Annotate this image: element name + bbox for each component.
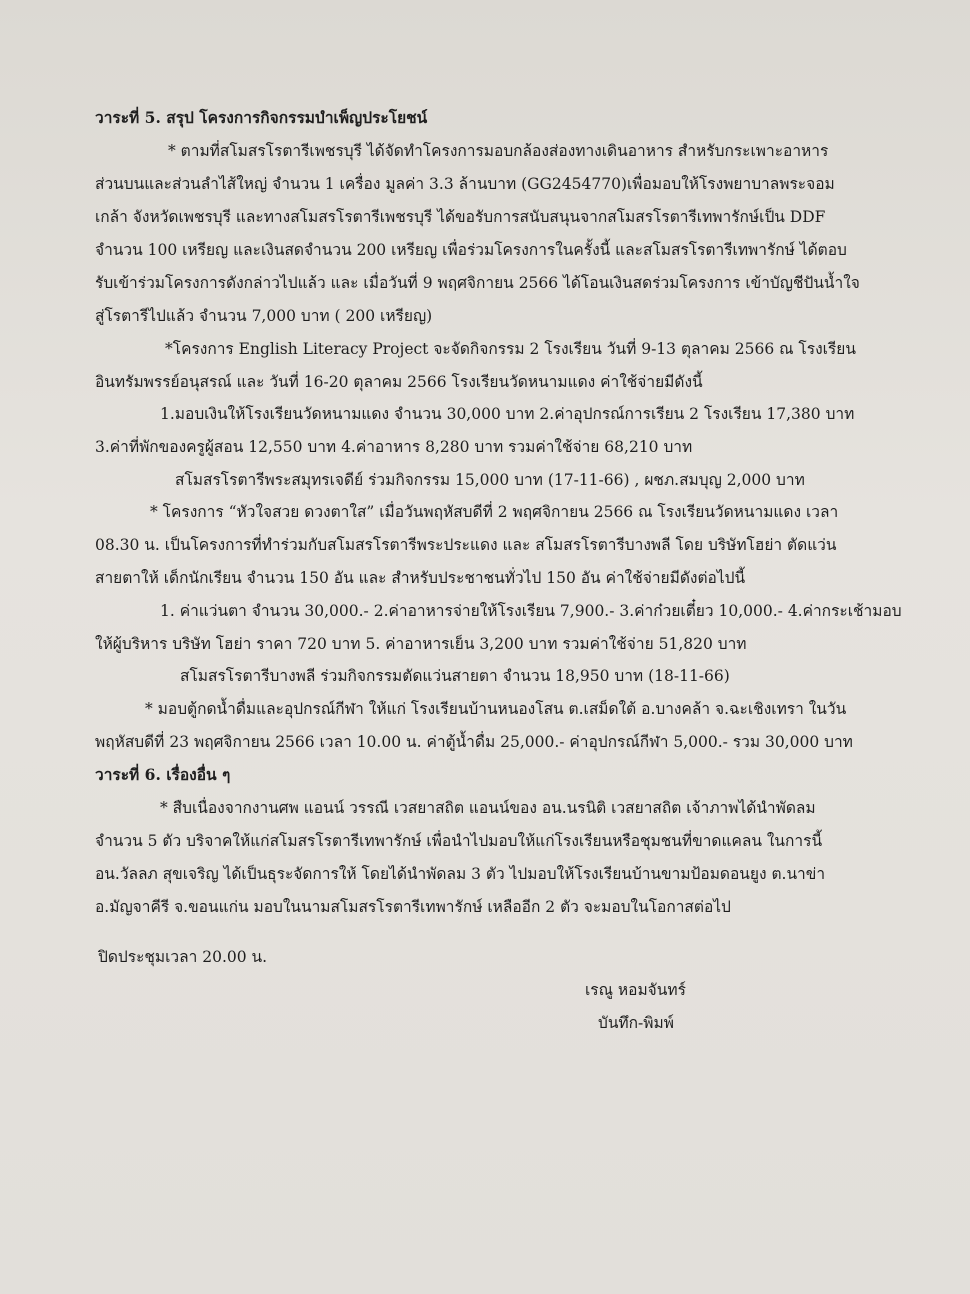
agenda-5-p2-line-1: *โครงการ English Literacy Project จะจัดกิจกรรม 2 โรงเรียน วันที่ 9-13 ตุลาคม 2566 ณ โรงเรียน — [165, 340, 856, 358]
closing-line: ปิดประชุมเวลา 20.00 น. — [98, 948, 268, 966]
agenda-5-p3-line-2: 08.30 น. เป็นโครงการที่ทำร่วมกับสโมสรโรตารีพระประแดง และ สโมสรโรตารีบางพลี โดย บริษัทโฮย่า ตัดแว่น — [95, 536, 837, 554]
agenda-5-p3-line-5: ให้ผู้บริหาร บริษัท โฮย่า ราคา 720 บาท 5. ค่าอาหารเย็น 3,200 บาท รวมค่าใช้จ่าย 51,820 บาท — [95, 635, 747, 653]
agenda-5-p1-line-5: รับเข้าร่วมโครงการดังกล่าวไปแล้ว และ เมื่อวันที่ 9 พฤศจิกายน 2566 ได้โอนเงินสดร่วมโครงการ เข้าบัญชีปันน้ำใจ — [95, 274, 860, 292]
signature-name: เรณู หอมจันทร์ — [585, 981, 686, 999]
agenda-5-p2-line-5: สโมสรโรตารีพระสมุทรเจดีย์ ร่วมกิจกรรม 15,000 บาท (17-11-66) , ผชภ.สมบุญ 2,000 บาท — [175, 471, 805, 489]
agenda-6-heading: วาระที่ 6. เรื่องอื่น ๆ — [95, 765, 231, 784]
agenda-5-p3-line-1: * โครงการ “หัวใจสวย ดวงตาใส” เมื่อวันพฤหัสบดีที่ 2 พฤศจิกายน 2566 ณ โรงเรียนวัดหนามแดง เวลา — [150, 503, 839, 521]
agenda-5-p4-line-2: พฤหัสบดีที่ 23 พฤศจิกายน 2566 เวลา 10.00 น. ค่าตู้น้ำดื่ม 25,000.- ค่าอุปกรณ์กีฬา 5,000.- รวม 30,000 บาท — [95, 733, 853, 751]
agenda-5-p3-line-6: สโมสรโรตารีบางพลี ร่วมกิจกรรมตัดแว่นสายตา จำนวน 18,950 บาท (18-11-66) — [180, 667, 730, 685]
agenda-5-p2-line-3: 1.มอบเงินให้โรงเรียนวัดหนามแดง จำนวน 30,000 บาท 2.ค่าอุปกรณ์การเรียน 2 โรงเรียน 17,380 บาท — [160, 405, 855, 423]
agenda-5-p1-line-2: ส่วนบนและส่วนลำไส้ใหญ่ จำนวน 1 เครื่อง มูลค่า 3.3 ล้านบาท (GG2454770)เพื่อมอบให้โรงพยาบาลพระจอม — [95, 175, 835, 193]
signature-role: บันทึก-พิมพ์ — [598, 1014, 674, 1032]
agenda-5-p1-line-1: * ตามที่สโมสรโรตารีเพชรบุรี ได้จัดทำโครงการมอบกล้องส่องทางเดินอาหาร สำหรับกระเพาะอาหาร — [168, 142, 829, 160]
agenda-6-p1-line-3: อน.วัลลภ สุขเจริญ ได้เป็นธุระจัดการให้ โดยได้นำพัดลม 3 ตัว ไปมอบให้โรงเรียนบ้านขามป้อมดอนยูง ต.นาข่า — [95, 865, 826, 883]
agenda-5-p2-line-4: 3.ค่าที่พักของครูผู้สอน 12,550 บาท 4.ค่าอาหาร 8,280 บาท รวมค่าใช้จ่าย 68,210 บาท — [95, 438, 693, 456]
agenda-6-p1-line-1: * สืบเนื่องจากงานศพ แอนน์ วรรณี เวสยาสถิต แอนน์ของ อน.นรนิติ เวสยาสถิต เจ้าภาพได้นำพัดลม — [160, 799, 816, 817]
agenda-6-p1-line-2: จำนวน 5 ตัว บริจาคให้แก่สโมสรโรตารีเทพารักษ์ เพื่อนำไปมอบให้แก่โรงเรียนหรือชุมชนที่ขาดแคลน ในการนี้ — [95, 832, 823, 850]
agenda-5-p1-line-6: สู่โรตารีไปแล้ว จำนวน 7,000 บาท ( 200 เหรียญ) — [95, 307, 433, 325]
agenda-6-p1-line-4: อ.มัญจาคีรี จ.ขอนแก่น มอบในนามสโมสรโรตารีเทพารักษ์ เหลืออีก 2 ตัว จะมอบในโอกาสต่อไป — [95, 898, 731, 916]
agenda-5-heading: วาระที่ 5. สรุป โครงการกิจกรรมบำเพ็ญประโยชน์ — [95, 108, 428, 127]
agenda-5-p3-line-3: สายตาให้ เด็กนักเรียน จำนวน 150 อัน และ สำหรับประชาชนทั่วไป 150 อัน ค่าใช้จ่ายมีดังต่อไปนี้ — [95, 569, 746, 587]
agenda-5-p1-line-4: จำนวน 100 เหรียญ และเงินสดจำนวน 200 เหรียญ เพื่อร่วมโครงการในครั้งนี้ และสโมสรโรตารีเทพารักษ์ ได้ตอบ — [95, 241, 847, 259]
agenda-5-p2-line-2: อินทรัมพรรย์อนุสรณ์ และ วันที่ 16-20 ตุลาคม 2566 โรงเรียนวัดหนามแดง ค่าใช้จ่ายมีดังนี้ — [95, 373, 703, 391]
agenda-5-p3-line-4: 1. ค่าแว่นตา จำนวน 30,000.- 2.ค่าอาหารจ่ายให้โรงเรียน 7,900.- 3.ค่าก๋วยเตี๋ยว 10,000.- 4.ค่ากระเช้ามอบ — [160, 602, 902, 620]
agenda-5-p1-line-3: เกล้า จังหวัดเพชรบุรี และทางสโมสรโรตารีเพชรบุรี ได้ขอรับการสนับสนุนจากสโมสรโรตารีเทพารักษ์เป็น DDF — [95, 208, 826, 226]
agenda-5-p4-line-1: * มอบตู้กดน้ำดื่มและอุปกรณ์กีฬา ให้แก่ โรงเรียนบ้านหนองโสน ต.เสม็ดใต้ อ.บางคล้า จ.ฉะเชิงเทรา ในวัน — [145, 700, 847, 718]
